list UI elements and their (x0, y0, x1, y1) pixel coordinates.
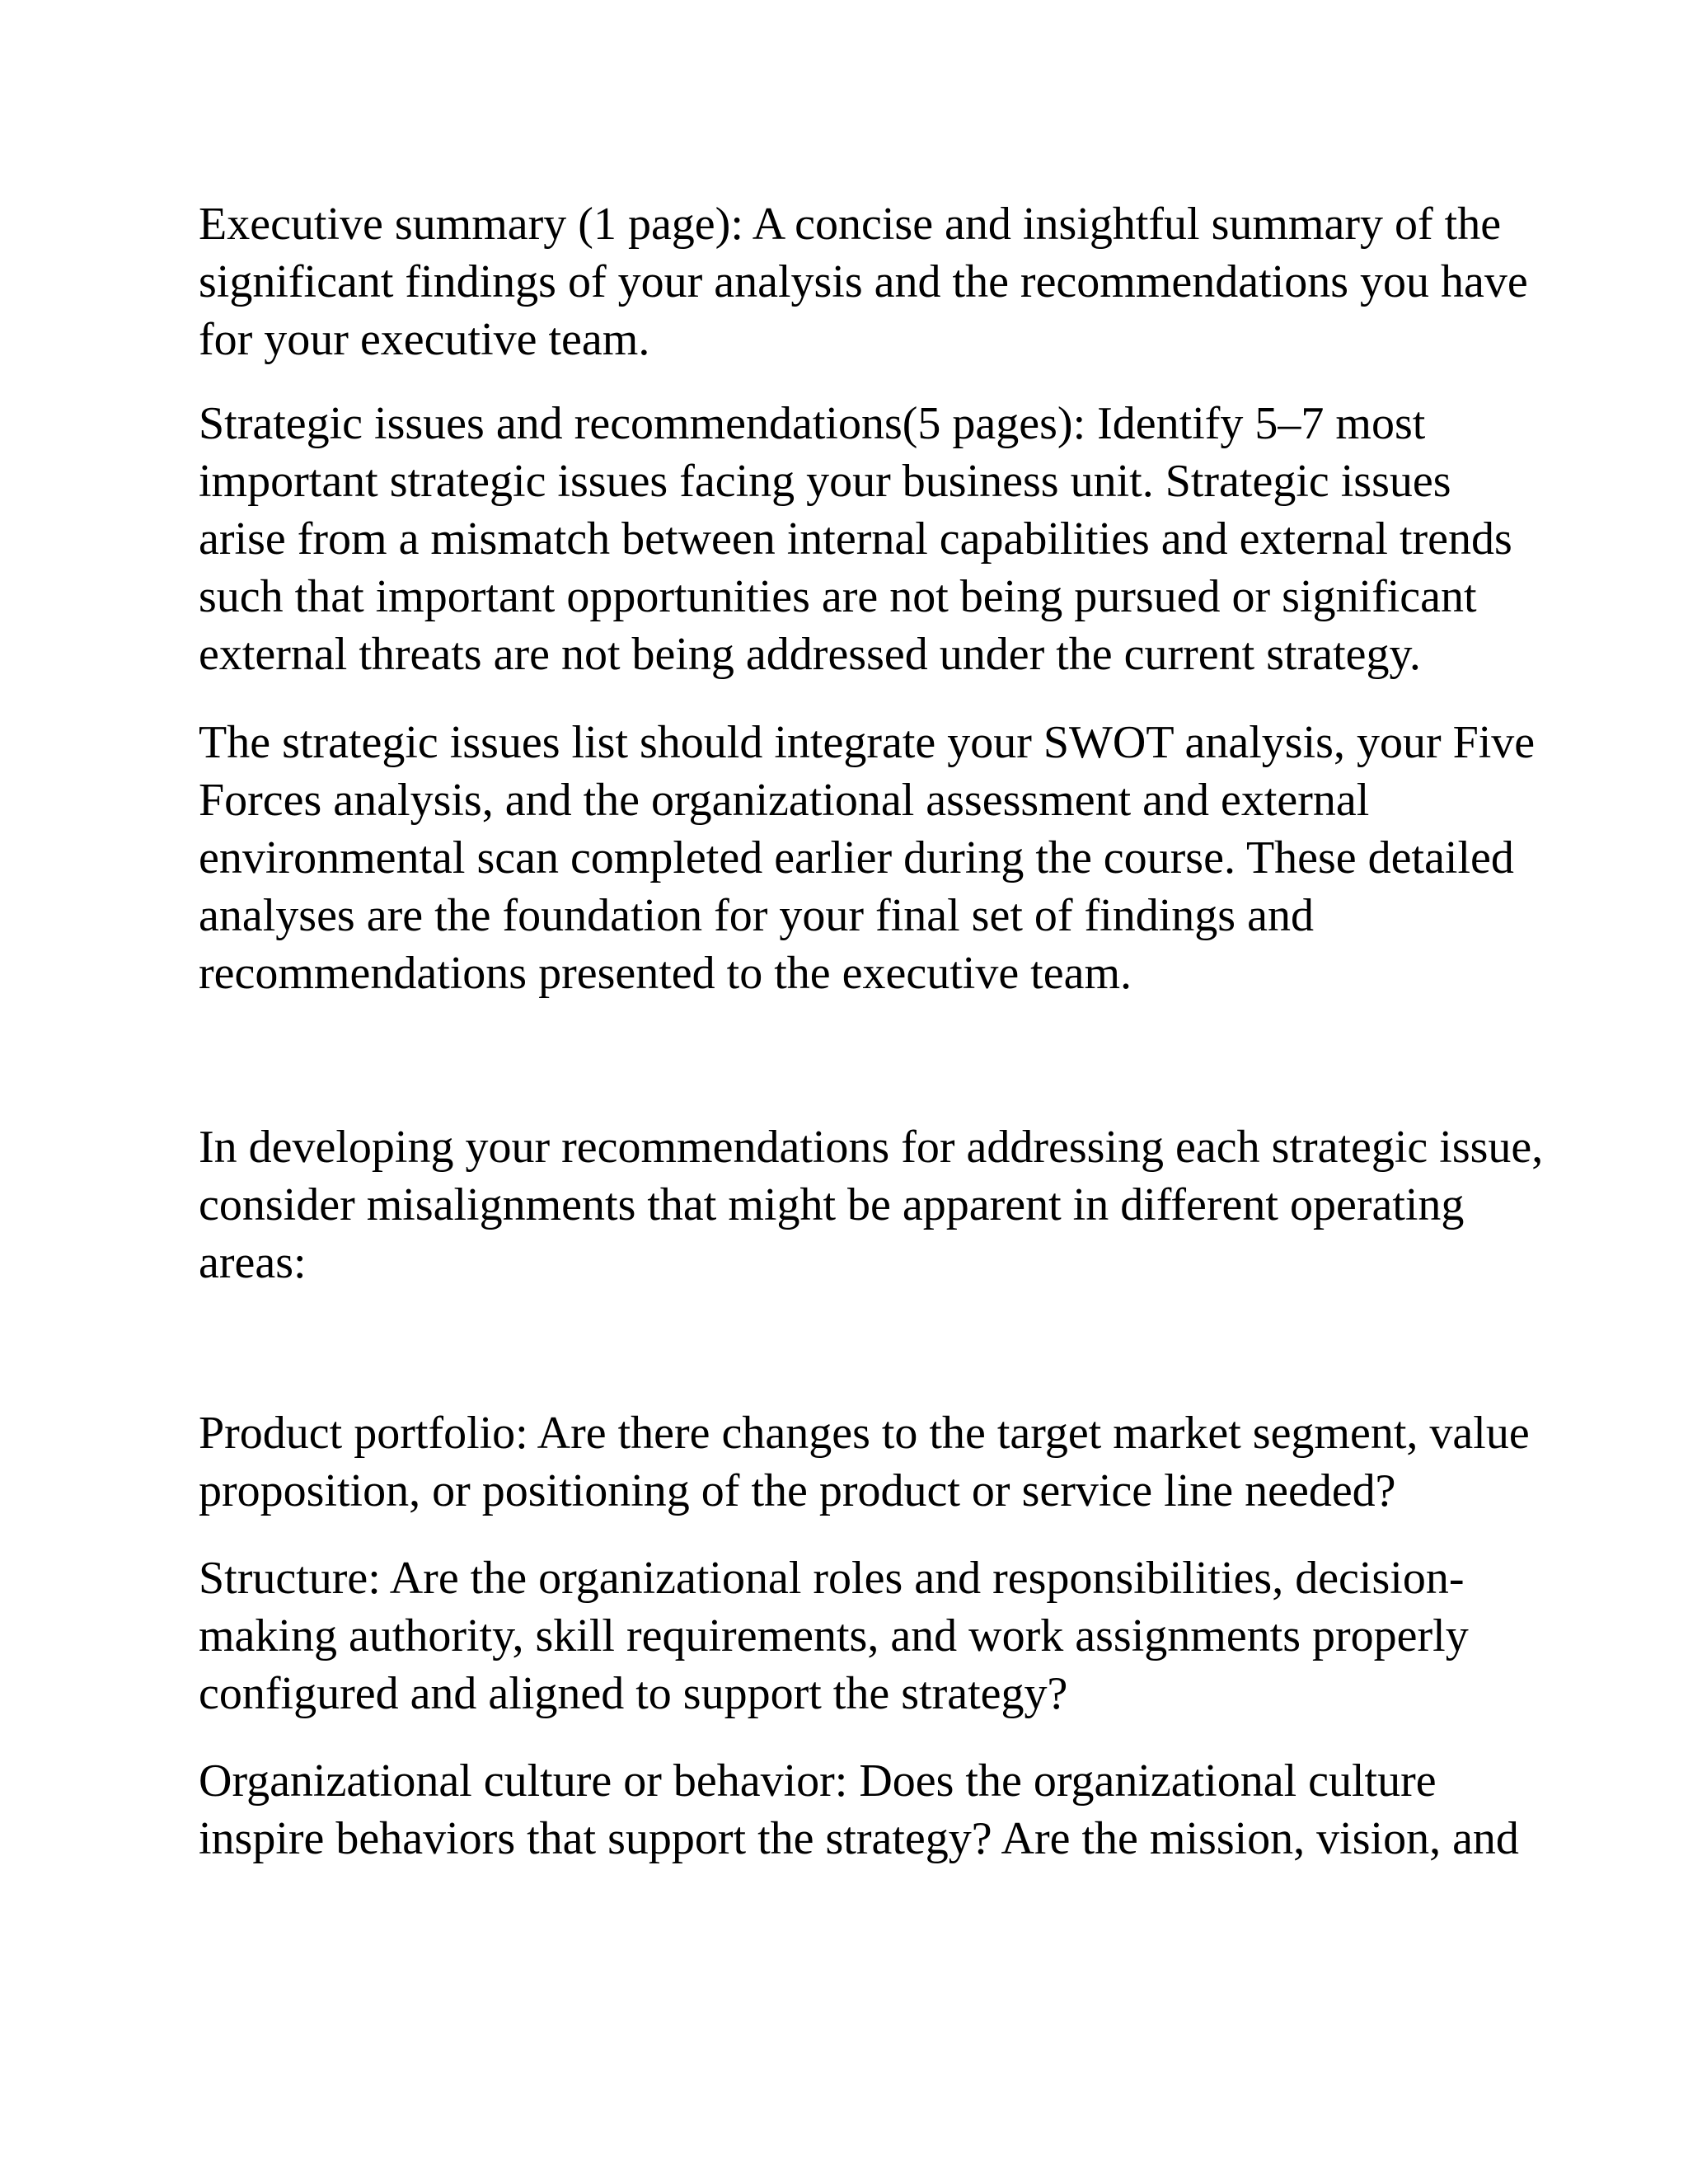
text-line: such that important opportunities are not being pursued or significant (199, 571, 1477, 622)
text-line: Product portfolio: Are there changes to the target market segment, value (199, 1408, 1530, 1459)
text-line: for your executive team. (199, 314, 650, 365)
text-line: Structure: Are the organizational roles and responsibilities, decision- (199, 1553, 1465, 1604)
text-line: Strategic issues and recommendations(5 pages): Identify 5–7 most (199, 398, 1426, 449)
text-line: important strategic issues facing your business unit. Strategic issues (199, 456, 1451, 507)
text-line: In developing your recommendations for addressing each strategic issue, (199, 1122, 1544, 1173)
text-line: environmental scan completed earlier during the course. These detailed (199, 832, 1514, 883)
text-line: consider misalignments that might be apparent in different operating (199, 1179, 1465, 1230)
text-line: external threats are not being addressed under the current strategy. (199, 629, 1421, 680)
text-line: The strategic issues list should integrate your SWOT analysis, your Five (199, 717, 1536, 768)
text-line: analyses are the foundation for your final set of findings and (199, 890, 1314, 941)
text-line: Executive summary (1 page): A concise and insightful summary of the (199, 199, 1502, 250)
text-line: inspire behaviors that support the strategy? Are the mission, vision, and (199, 1813, 1519, 1864)
paragraph-developing-recommendations (199, 1118, 1544, 1291)
text-line: recommendations presented to the executive team. (199, 948, 1132, 999)
paragraph-structure (199, 1549, 1517, 1722)
paragraph-strategic-issues (199, 395, 1517, 683)
text-line: Forces analysis, and the organizational assessment and external (199, 775, 1370, 826)
paragraph-organizational-culture (199, 1752, 1517, 1868)
text-line: Organizational culture or behavior: Does the organizational culture (199, 1755, 1437, 1807)
paragraph-executive-summary (199, 195, 1528, 368)
text-line: significant findings of your analysis and the recommendations you have (199, 256, 1528, 307)
text-line: making authority, skill requirements, and work assignments properly (199, 1610, 1469, 1661)
text-line: proposition, or positioning of the product or service line needed? (199, 1465, 1396, 1516)
text-line: areas: (199, 1237, 307, 1288)
text-line: configured and aligned to support the strategy? (199, 1668, 1068, 1719)
paragraph-product-portfolio (199, 1404, 1530, 1520)
paragraph-issues-list (199, 714, 1536, 1002)
text-line: arise from a mismatch between internal capabilities and external trends (199, 513, 1512, 565)
